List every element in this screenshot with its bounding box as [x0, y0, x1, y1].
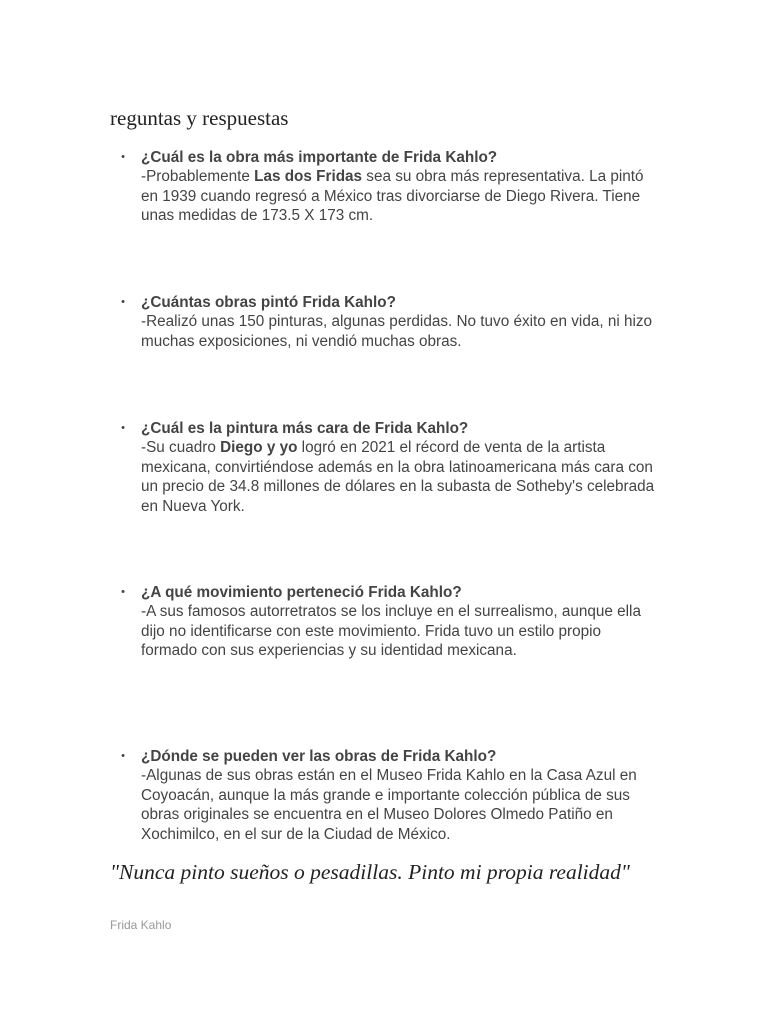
bullet-icon: •: [121, 296, 125, 308]
quote-author: Frida Kahlo: [110, 918, 172, 932]
faq-answer: -A sus famosos autorretratos se los incluye en el surrealismo, aunque ella dijo no identificarse con este movimiento. Frida tuvo un estilo propio formado con sus experiencias y su identidad mexicana.: [141, 603, 641, 660]
faq-item: [121, 293, 661, 351]
bullet-icon: •: [121, 750, 125, 762]
answer-text: -Probablemente: [141, 168, 255, 186]
faq-question: ¿Cuántas obras pintó Frida Kahlo?: [141, 294, 396, 311]
faq-question: ¿A qué movimiento perteneció Frida Kahlo?: [141, 584, 462, 601]
pull-quote: "Nunca pinto sueños o pesadillas. Pinto mi propia realidad": [110, 860, 630, 884]
faq-question: ¿Cuál es la pintura más cara de Frida Kahlo?: [141, 420, 469, 437]
faq-item: [121, 747, 661, 844]
faq-answer: -Algunas de sus obras están en el Museo Frida Kahlo en la Casa Azul en Coyoacán, aunque la más grande e importante colección pública de sus obras originales se encuentra en el Museo Dolores Olmedo Patiño en Xochimilco, en el sur de la Ciudad de México.: [141, 767, 637, 843]
faq-answer: [141, 167, 661, 225]
bullet-icon: •: [121, 586, 125, 598]
faq-question: ¿Cuál es la obra más importante de Frida Kahlo?: [141, 149, 498, 166]
answer-text: sea su obra más representativa. La pintó en 1939 cuando regresó a México tras divorciarse de Diego Rivera. Tiene unas medidas de 173.5 X 173 cm.: [141, 168, 644, 225]
answer-text: -Su cuadro: [141, 439, 221, 457]
faq-item: [121, 583, 661, 661]
faq-answer: [141, 438, 661, 516]
artwork-title: Diego y yo: [220, 439, 298, 457]
faq-question: ¿Dónde se pueden ver las obras de Frida Kahlo?: [141, 748, 497, 765]
answer-text: logró en 2021 el récord de venta de la artista mexicana, convirtiéndose además en la obra latinoamericana más cara con un precio de 34.8 millones de dólares en la subasta de Sotheby's celebrada en Nueva York.: [141, 439, 655, 515]
faq-answer: -Realizó unas 150 pinturas, algunas perdidas. No tuvo éxito en vida, ni hizo muchas exposiciones, ni vendió muchas obras.: [141, 313, 653, 350]
section-heading: reguntas y respuestas: [110, 106, 289, 130]
faq-item: [121, 148, 661, 226]
artwork-title: Las dos Fridas: [254, 168, 363, 186]
bullet-icon: •: [121, 422, 125, 434]
bullet-icon: •: [121, 151, 125, 163]
faq-item: [121, 419, 661, 516]
